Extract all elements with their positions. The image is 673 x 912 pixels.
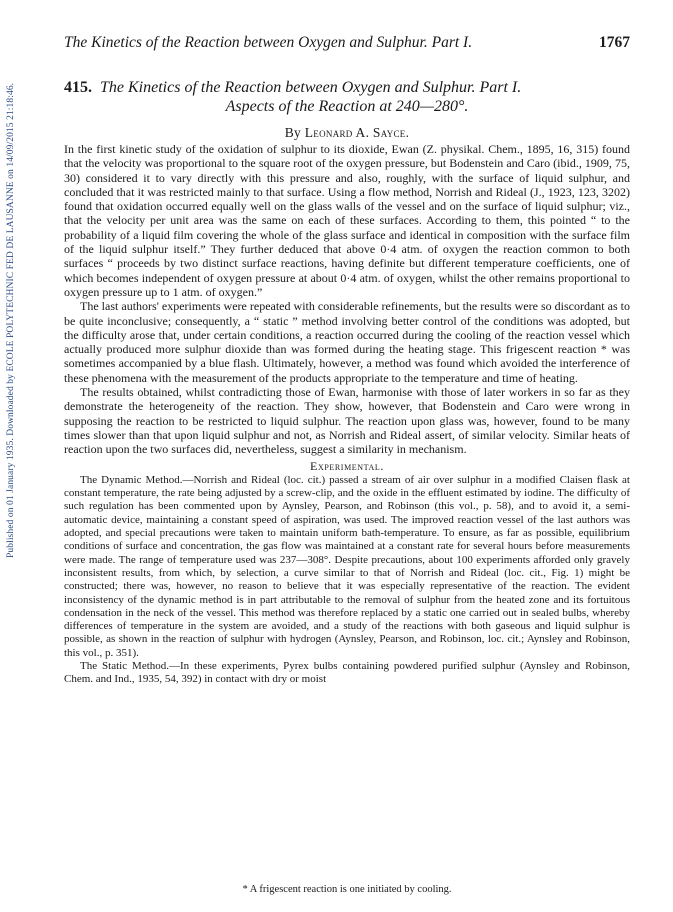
running-head-title: The Kinetics of the Reaction between Oxygen and Sulphur. Part I.	[64, 34, 473, 51]
paragraph-dynamic-method: The Dynamic Method.—Norrish and Rideal (loc. cit.) passed a stream of air over sulphur in a modified Claisen flask at constant temperature, the rate being adjusted by a screw-clip, and the oxide in the effluent estimated by iodine. The difficulty of such regulation has been commented upon by Aynsley, Pearson, and Robinson (this vol., p. 58), and to avoid it, a semi-automatic device, maintaining a constant speed of aspiration, was used. The improved reaction vessel of the last authors was adopted, and special precautions were taken to maintain uniform bath-temperature. To ensure, as far as possible, equilibrium conditions of surface and concentration, the gas flow was maintained at a constant rate for several hours before measurements were made. The range of temperature used was 237—308°. Despite precautions, about 100 experiments afforded only gravely inconsistent results, from which, by selection, a curve similar to that of Norrish and Rideal (loc. cit., Fig. 1) might be constructed; there was, however, no reason to believe that it was especially representative of the reaction. The evident inconsistency of the dynamic method is in part attributable to the removal of sulphur from the heated zone and its fortuitous condensation in the neck of the vessel. This method was therefore replaced by a static one carried out in sealed bulbs, whereby differences of temperature in the system are avoided, and a study of the reactions with both gaseous and liquid sulphur is possible, as shown in the reaction of sulphur with hydrogen (Aynsley, Pearson, and Robinson, loc. cit.; Aynsley and Robinson, this vol., p. 351).	[64, 473, 630, 659]
author-line	[64, 125, 630, 141]
article-title-line-1	[64, 79, 630, 97]
article-header	[64, 79, 630, 141]
running-head	[64, 34, 630, 52]
paragraph-refinements: The last authors' experiments were repeated with considerable refinements, but the results were so discordant as to be quite inconclusive; consequently, a “ static ” method involving better control of the conditions was adopted, but the difficulty arose that, under certain conditions, a reaction occurred during the cooling of the reaction vessel which actually produced more sulphur dioxide than was formed during the heating stage. This frigescent reaction * was sometimes accompanied by a blue flash. Ultimately, however, a method was found which avoided the interference of these phenomena with the measurement of the products appropriate to the temperature and time of heating.	[64, 299, 630, 385]
page-number: 1767	[599, 34, 630, 51]
article-body	[64, 142, 630, 687]
author-name: Leonard A. Sayce.	[304, 125, 410, 140]
article-title: The Kinetics of the Reaction between Oxygen and Sulphur. Part I.	[100, 79, 522, 96]
paragraph-static-method: The Static Method.—In these experiments, Pyrex bulbs containing powdered purified sulphur (Aynsley and Robinson, Chem. and Ind., 1935, 54, 392) in contact with dry or moist	[64, 659, 630, 686]
article-subtitle: Aspects of the Reaction at 240—280°.	[225, 98, 469, 115]
download-watermark: Published on 01 January 1935. Downloaded by ECOLE POLYTECHNIC FED DE LAUSANNE on 14/09/2015 21:18:46.	[6, 82, 16, 558]
paragraph-results: The results obtained, whilst contradicting those of Ewan, harmonise with those of later workers in so far as they demonstrate the heterogeneity of the reaction. They show, however, that Bodenstein and Caro were wrong in supposing the reaction to be restricted to liquid sulphur. The reaction upon glass was, however, found to be many times slower than that upon liquid sulphur and not, as Norrish and Rideal assert, of similar velocity. Similar heats of reaction upon the two surfaces did, nevertheless, suggest a similarity in mechanism.	[64, 385, 630, 457]
paragraph-intro: In the first kinetic study of the oxidation of sulphur to its dioxide, Ewan (Z. physikal. Chem., 1895, 16, 315) found that the velocity was proportional to the square root of the oxygen pressure, but Bodenstein and Caro (ibid., 1909, 75, 30) considered it to vary directly with this pressure and also, roughly, with the surface of liquid sulphur, and concluded that it was restricted mainly to that surface. Using a flow method, Norrish and Rideal (J., 1923, 123, 3202) found that oxidation occurred equally well on the glass walls of the vessel and on the surface of liquid sulphur; viz., that the velocity per unit area was the same on each of these surfaces. According to them, this pointed “ to the probability of a liquid film covering the whole of the glass surface and identical in composition with the surface film of the liquid sulphur itself.” They further deduced that above 0·4 atm. of oxygen the reaction common to both surfaces “ proceeds by two distinct surface reactions, having definite but different temperature coefficients, one of which becomes independent of oxygen pressure at about 0·4 atm. of oxygen, whilst the other remains proportional to oxygen pressure up to 1 atm. of oxygen.”	[64, 142, 630, 299]
section-heading-experimental: Experimental.	[310, 458, 384, 473]
article-number: 415.	[64, 79, 92, 96]
footnote: * A frigescent reaction is one initiated by cooling.	[242, 884, 452, 895]
author-prefix: By	[284, 125, 302, 140]
experimental-section	[64, 474, 630, 687]
